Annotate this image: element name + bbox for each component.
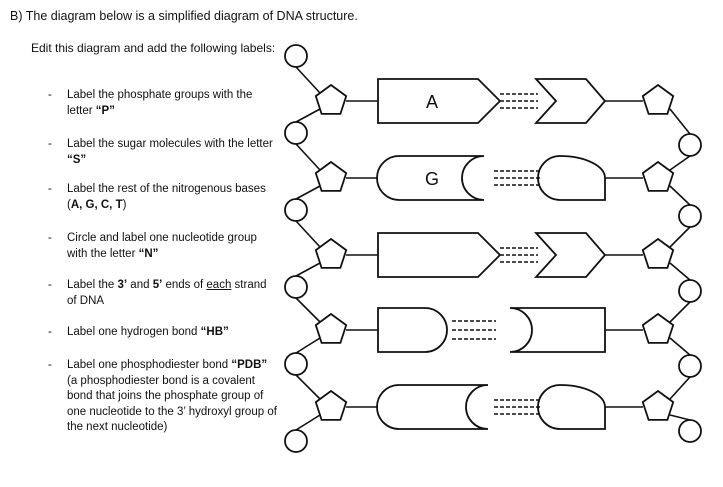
instruction-dash: -	[48, 232, 52, 244]
phosphate-circle	[679, 355, 701, 377]
sugar-pentagon	[643, 85, 673, 114]
instruction-text-segment: Label the phosphate groups with the letter	[67, 89, 253, 117]
backbone-bond	[296, 144, 320, 170]
phosphate-circle	[285, 122, 307, 144]
instruction-text-segment: Label one hydrogen bond	[67, 326, 201, 338]
instruction-text-segment: Label the	[67, 279, 118, 291]
backbone-bond	[296, 221, 320, 247]
backbone-bond	[296, 375, 320, 399]
instruction-text-segment: (a phosphodiester bond is a covalent bond that joins the phosphate group of one nucleotide to the 3’ hydroxyl group of the next nucleotide)	[67, 374, 277, 433]
instruction-text-segment: each	[206, 279, 232, 291]
nitrogenous-base	[536, 233, 605, 277]
backbone-bond	[670, 302, 690, 322]
instruction-text-segment: and	[127, 279, 153, 291]
instruction-dash: -	[48, 138, 52, 150]
instruction-text-segment: 3’	[117, 279, 128, 291]
nitrogenous-base	[378, 233, 500, 277]
backbone-bond	[296, 415, 320, 430]
phosphate-circle	[285, 199, 307, 221]
nitrogenous-base	[538, 156, 605, 200]
sugar-pentagon	[643, 391, 673, 420]
sugar-pentagon	[316, 239, 346, 268]
instruction-text-segment: “P”	[95, 104, 115, 117]
sugar-pentagon	[643, 314, 673, 343]
section-heading: B) The diagram below is a simplified diagram of DNA structure.	[10, 9, 358, 23]
instruction-dash: -	[48, 326, 52, 338]
sugar-pentagon	[316, 314, 346, 343]
phosphate-circle	[285, 353, 307, 375]
instruction-text-segment: “PDB”	[231, 359, 268, 371]
backbone-bond	[296, 298, 320, 322]
instruction-text-segment: Label the rest of the nitrogenous bases (	[67, 183, 266, 211]
instruction-dash: -	[48, 89, 52, 101]
instruction-dash: -	[48, 359, 52, 371]
phosphate-circle	[679, 280, 701, 302]
base-label: G	[424, 169, 440, 189]
instruction-text-segment: )	[122, 198, 127, 211]
sugar-pentagon	[316, 162, 346, 191]
instruction-text-segment: A, G, C, T	[70, 198, 123, 211]
backbone-bond	[296, 263, 320, 276]
instruction-text-segment: “S”	[67, 153, 87, 166]
phosphate-circle	[285, 276, 307, 298]
sugar-pentagon	[316, 85, 346, 114]
phosphate-circle	[679, 205, 701, 227]
instruction-text-segment: Circle and label one nucleotide group with the letter	[67, 232, 257, 260]
nitrogenous-base	[378, 79, 500, 123]
instruction-dash: -	[48, 279, 52, 291]
backbone-bond	[296, 67, 320, 93]
backbone-bond	[670, 156, 690, 170]
backbone-bond	[670, 338, 690, 355]
backbone-bond	[670, 186, 690, 205]
instruction-text-segment: 5’	[152, 279, 163, 291]
backbone-bond	[670, 227, 690, 247]
instruction-text-segment: ends of	[162, 279, 207, 291]
instruction-text-segment: “N”	[138, 247, 159, 260]
nitrogenous-base	[538, 385, 605, 429]
sugar-pentagon	[643, 162, 673, 191]
nitrogenous-base	[510, 308, 605, 352]
instruction-text-segment: Label one phosphodiester bond	[67, 359, 232, 371]
backbone-bond	[296, 186, 320, 199]
phosphate-circle	[679, 134, 701, 156]
instructions-intro: Edit this diagram and add the following labels:	[31, 41, 276, 55]
backbone-bond	[670, 263, 690, 280]
backbone-bond	[296, 338, 320, 353]
backbone-bond	[670, 109, 690, 134]
phosphate-circle	[679, 420, 701, 442]
nitrogenous-base	[377, 385, 488, 429]
phosphate-circle	[285, 45, 307, 67]
instruction-text-segment: strand of DNA	[67, 279, 267, 307]
base-label: A	[425, 92, 439, 112]
backbone-bond	[296, 109, 320, 122]
sugar-pentagon	[316, 391, 346, 420]
instruction-dash: -	[48, 183, 52, 195]
instruction-text-segment: Label the sugar molecules with the letter	[67, 138, 273, 150]
sugar-pentagon	[643, 239, 673, 268]
instruction-text-segment: “HB”	[200, 326, 229, 338]
nitrogenous-base	[536, 79, 605, 123]
phosphate-circle	[285, 430, 307, 452]
backbone-bond	[670, 377, 690, 399]
backbone-bond	[670, 415, 690, 420]
nitrogenous-base	[378, 308, 447, 352]
